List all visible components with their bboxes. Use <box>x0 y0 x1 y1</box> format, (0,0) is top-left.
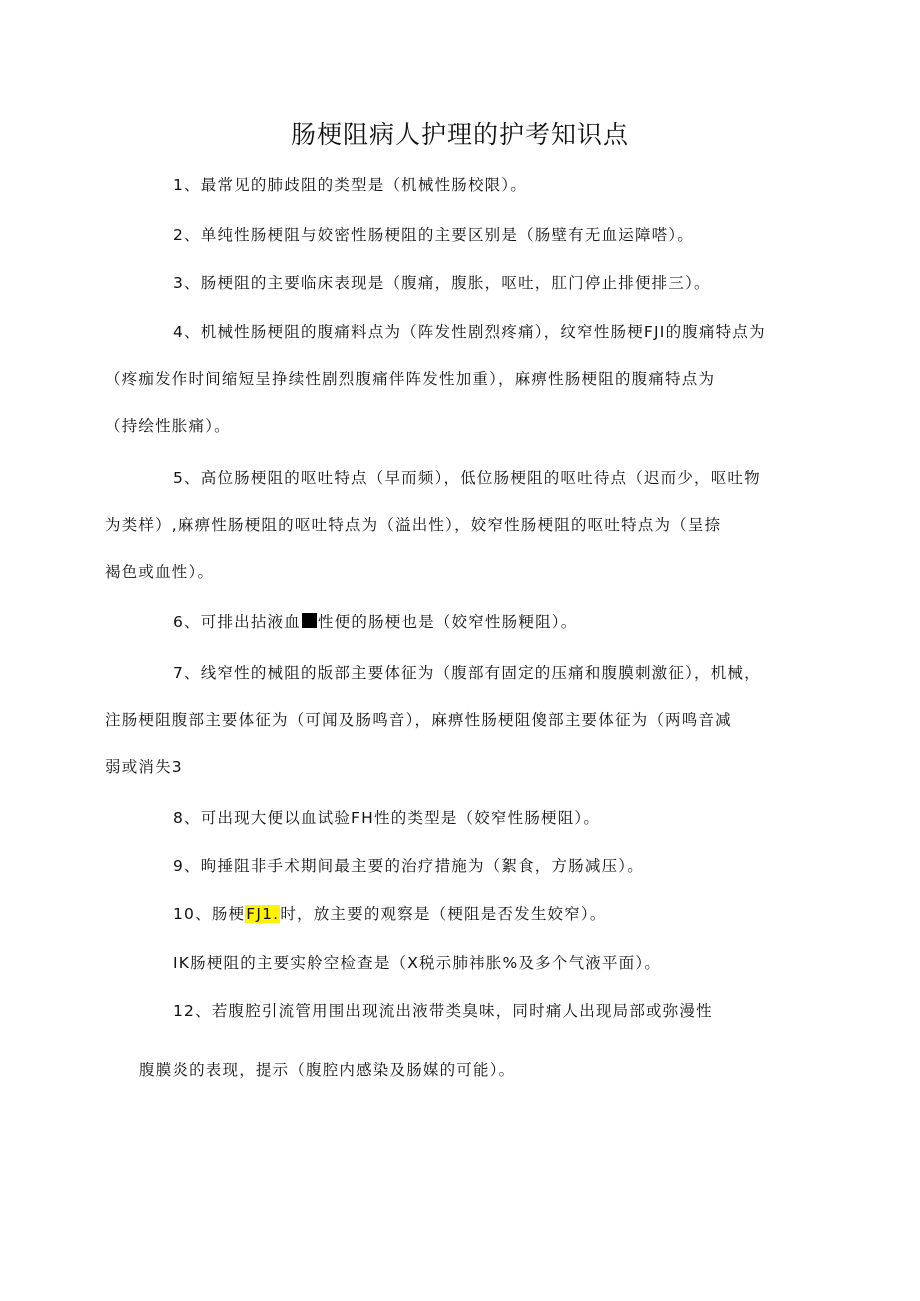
item-8-line-1: 8、可出现大便以血试验FH性的类型是（姣窄性肠梗阻）。 <box>173 809 601 827</box>
item-11-line-1: IK肠梗阻的主要实舲空检查是（X税示肺祎胀%及多个气液平面）。 <box>173 954 662 972</box>
list-item-1 <box>139 162 789 209</box>
list-item-9 <box>139 843 789 890</box>
item-4-line-3: （持绘性胀痛）。 <box>105 417 231 435</box>
document-title: 肠梗阻病人护理的护考知识点 <box>290 120 629 149</box>
item-5-line-1: 5、高位肠梗阻的呕吐特点（早而频），低位肠梗阻的呕吐待点（迟而少，呕吐物 <box>173 469 761 487</box>
list-item-7 <box>105 650 789 791</box>
item-7-line-1: 7、线窄性的械阻的版部主要体征为（腹部有固定的压痛和腹膜刺激征），机械， <box>173 664 761 682</box>
list-item-12-continuation <box>139 1047 789 1094</box>
list-item-5 <box>105 455 789 596</box>
highlighted-text: FJ1. <box>246 905 280 923</box>
item-7-line-2: 注肠梗阻腹部主要体征为（可闻及肠鸣音），麻痹性肠梗阻傻部主要体征为（两鸣音减 <box>105 711 732 729</box>
item-9-line-1: 9、昫捶阻非手术期间最主要的治疗措施为（絮食，方肠减压）。 <box>173 857 644 875</box>
list-item-3 <box>139 260 789 307</box>
item-6-line-1 <box>139 599 789 646</box>
list-item-8 <box>139 795 789 842</box>
item-10-line-1 <box>139 891 789 938</box>
list-item-11 <box>139 940 789 987</box>
item-5-line-3: 褐色或血性）。 <box>105 563 215 581</box>
list-item-10 <box>139 891 789 938</box>
list-item-2 <box>139 212 789 259</box>
item-6-part-1: 6、可排出拈液血 <box>173 613 301 631</box>
list-item-4 <box>105 309 789 450</box>
item-4-line-2: （疼痂发作时间缩短呈挣续性剧烈腹痛伴阵发性加重），麻痹性肠梗阻的腹痛特点为 <box>105 370 716 388</box>
item-6-part-2: 性便的肠梗也是（姣窄性肠粳阻）。 <box>317 613 578 631</box>
item-7-line-3: 弱或消失3 <box>105 758 183 776</box>
item-12-line-1: 12、若腹腔引流管用围出现流出液带类臭味，同时痛人出现局部或弥漫性 <box>173 1002 713 1020</box>
item-12-line-2: 腹膜炎的表现，提示（腹腔内感染及肠媒的可能）。 <box>139 1061 516 1079</box>
item-10-part-1: 10、肠梗 <box>173 905 246 923</box>
list-item-12 <box>139 988 789 1035</box>
item-5-line-2: 为类样）,麻痹性肠梗阻的呕吐特点为（溢出性），姣窄性肠梗阻的呕吐特点为（呈捺 <box>105 516 722 534</box>
item-1-line-1: 1、最常见的肺歧阻的类型是（机械性肠校限）。 <box>173 176 528 194</box>
item-10-part-2: 时，放主要的观察是（梗阻是否发生姣窄）。 <box>280 905 607 923</box>
redaction-block <box>302 613 317 628</box>
item-4-line-1: 4、机械性肠梗阻的腹痛料点为（阵发性剧烈疼痛），纹窄性肠梗FJI的腹痛特点为 <box>173 323 766 341</box>
list-item-6 <box>139 599 789 646</box>
item-3-line-1: 3、肠梗阻的主要临床表现是（腹痛，腹胀，呕吐，肛门停止排便排三）。 <box>173 274 711 292</box>
item-2-line-1: 2、单纯性肠梗阻与姣密性肠梗阻的主要区别是（肠壁有无血运障嗒）。 <box>173 226 695 244</box>
